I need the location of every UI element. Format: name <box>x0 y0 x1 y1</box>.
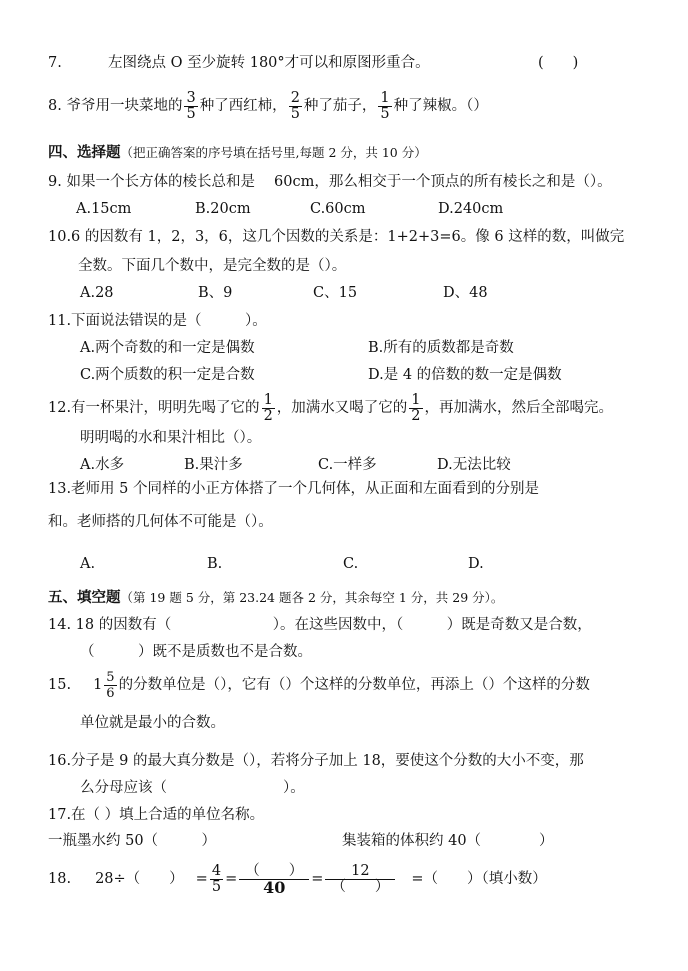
q10-option-a: A.28 <box>80 285 114 301</box>
q18-tail: =（ ）（填小数） <box>411 871 547 887</box>
q12-option-b: B.果汁多 <box>184 457 243 473</box>
frac-den: 2 <box>263 407 273 424</box>
frac-num: 5 <box>106 669 115 685</box>
q8-text-c: 种了茄子， <box>303 98 377 114</box>
q10-option-c: C、15 <box>313 285 358 301</box>
q12-text-a: 12.有一杯果汁，明明先喝了它的 <box>48 400 260 416</box>
question-9: 9. 如果一个长方体的棱长总和是 60cm，那么相交于一个顶点的所有棱长之和是（）。 <box>48 174 612 190</box>
frac-num: 12 <box>325 864 395 880</box>
question-11: 11.下面说法错误的是（ ）。 <box>48 313 267 329</box>
question-13-line-1: 13.老师用 5 个同样的小正方体搭了一个几何体，从正面和左面看到的分别是 <box>48 481 540 497</box>
frac-num: 1 <box>411 391 421 408</box>
frac-den: （ ） <box>331 878 390 895</box>
frac-den: 6 <box>106 685 115 701</box>
q12-text-b: ，加满水又喝了它的 <box>276 400 408 416</box>
frac-num: 3 <box>186 89 196 106</box>
q9-option-c: C.60cm <box>310 201 366 217</box>
frac-num: 1 <box>380 89 390 106</box>
question-17: 17.在（ ）填上合适的单位名称。 <box>48 807 265 823</box>
q13-option-d: D. <box>468 556 484 572</box>
question-16-line-1: 16.分子是 9 的最大真分数是（），若将分子加上 18，要使这个分数的大小不变，那 <box>48 753 584 769</box>
q18-division: 28÷（ ） <box>95 871 184 887</box>
question-14-line-2: （ ）既不是质数也不是合数。 <box>80 644 312 660</box>
q13-option-c: C. <box>343 556 359 572</box>
q18-number: 18. <box>48 871 72 887</box>
q13-option-a: A. <box>80 556 96 572</box>
q13-option-b: B. <box>207 556 223 572</box>
section-5-title: 五、填空题 <box>48 589 121 606</box>
question-7 <box>48 53 62 73</box>
section-5-note: （第 19 题 5 分，第 23.24 题各 2 分，其余每空 1 分，共 29 分）。 <box>120 590 504 605</box>
question-15-line-1 <box>48 665 590 705</box>
frac-den: 2 <box>411 407 421 424</box>
q7-answer-paren: ( ) <box>538 55 579 71</box>
section-4-heading <box>48 143 427 163</box>
q11-option-a: A.两个奇数的和一定是偶数 <box>80 340 255 356</box>
fraction-3-5 <box>184 91 197 122</box>
fraction-blank-40 <box>239 864 309 895</box>
question-8 <box>48 88 488 124</box>
frac-num: 4 <box>211 862 222 879</box>
question-12-line-1 <box>48 390 613 426</box>
frac-num: 1 <box>263 391 273 408</box>
q17-item-container: 集装箱的体积约 40（ ） <box>342 833 554 849</box>
question-15-line-2: 单位就是最小的合数。 <box>80 715 225 731</box>
q9-option-d: D.240cm <box>438 201 504 217</box>
q7-number: 7. <box>48 55 62 71</box>
q15-text: 的分数单位是（），它有（）个这样的分数单位，再添上（）个这样的分数 <box>118 677 590 693</box>
frac-den: 40 <box>263 877 286 897</box>
frac-num: （ ） <box>239 864 309 880</box>
q11-option-c: C.两个质数的积一定是合数 <box>80 367 255 383</box>
q9-option-b: B.20cm <box>195 201 251 217</box>
q9-option-a: A.15cm <box>76 201 132 217</box>
frac-den: 5 <box>290 105 300 122</box>
fraction-5-6 <box>104 670 116 701</box>
question-18 <box>48 858 547 900</box>
question-13-line-2: 和。老师搭的几何体不可能是（）。 <box>48 514 273 530</box>
question-10-line-1: 10.6 的因数有 1，2，3，6，这几个因数的关系是：1+2+3=6。像 6 这样的数，叫做完 <box>48 229 625 245</box>
q8-text-b: 种了西红柿， <box>199 98 287 114</box>
fraction-1-5 <box>378 91 391 122</box>
q10-option-d: D、48 <box>443 285 488 301</box>
frac-num: 2 <box>290 89 300 106</box>
mixed-number-whole: 1 <box>93 677 103 693</box>
fraction-2-5 <box>289 91 302 122</box>
frac-den: 5 <box>211 878 222 895</box>
section-4-title: 四、选择题 <box>48 144 121 161</box>
q11-option-b: B.所有的质数都是奇数 <box>368 340 514 356</box>
q12-text-c: ，再加满水，然后全部喝完。 <box>424 400 614 416</box>
question-16-line-2: 么分母应该（ ）。 <box>80 780 305 796</box>
question-12-line-2: 明明喝的水和果汁相比（）。 <box>80 430 262 446</box>
frac-den: 5 <box>186 105 196 122</box>
q11-option-d: D.是 4 的倍数的数一定是偶数 <box>368 367 562 383</box>
q8-text-a: 8. 爷爷用一块菜地的 <box>48 98 183 114</box>
q12-option-c: C.一样多 <box>318 457 377 473</box>
q15-number: 15. <box>48 677 72 693</box>
fraction-1-2 <box>262 393 275 424</box>
fraction-12-blank <box>325 864 395 895</box>
q8-text-d: 种了辣椒。（） <box>393 98 488 114</box>
q17-item-ink: 一瓶墨水约 50（ ） <box>48 833 217 849</box>
q12-option-a: A.水多 <box>80 457 125 473</box>
question-10-line-2: 全数。下面几个数中，是完全数的是（）。 <box>78 258 347 274</box>
equals-sign: = <box>195 871 208 887</box>
section-5-heading <box>48 588 503 608</box>
fraction-4-5 <box>210 864 223 895</box>
question-14-line-1: 14. 18 的因数有（ ）。在这些因数中，（ ）既是奇数又是合数， <box>48 617 592 633</box>
equals-sign: = <box>311 871 324 887</box>
q10-option-b: B、9 <box>198 285 233 301</box>
equals-sign: = <box>225 871 238 887</box>
q7-text: 左图绕点 O 至少旋转 180°才可以和原图形重合。 <box>108 55 430 71</box>
section-4-note: （把正确答案的序号填在括号里,每题 2 分，共 10 分） <box>120 145 427 160</box>
q12-option-d: D.无法比较 <box>437 457 511 473</box>
frac-den: 5 <box>380 105 390 122</box>
fraction-1-2 <box>409 393 422 424</box>
